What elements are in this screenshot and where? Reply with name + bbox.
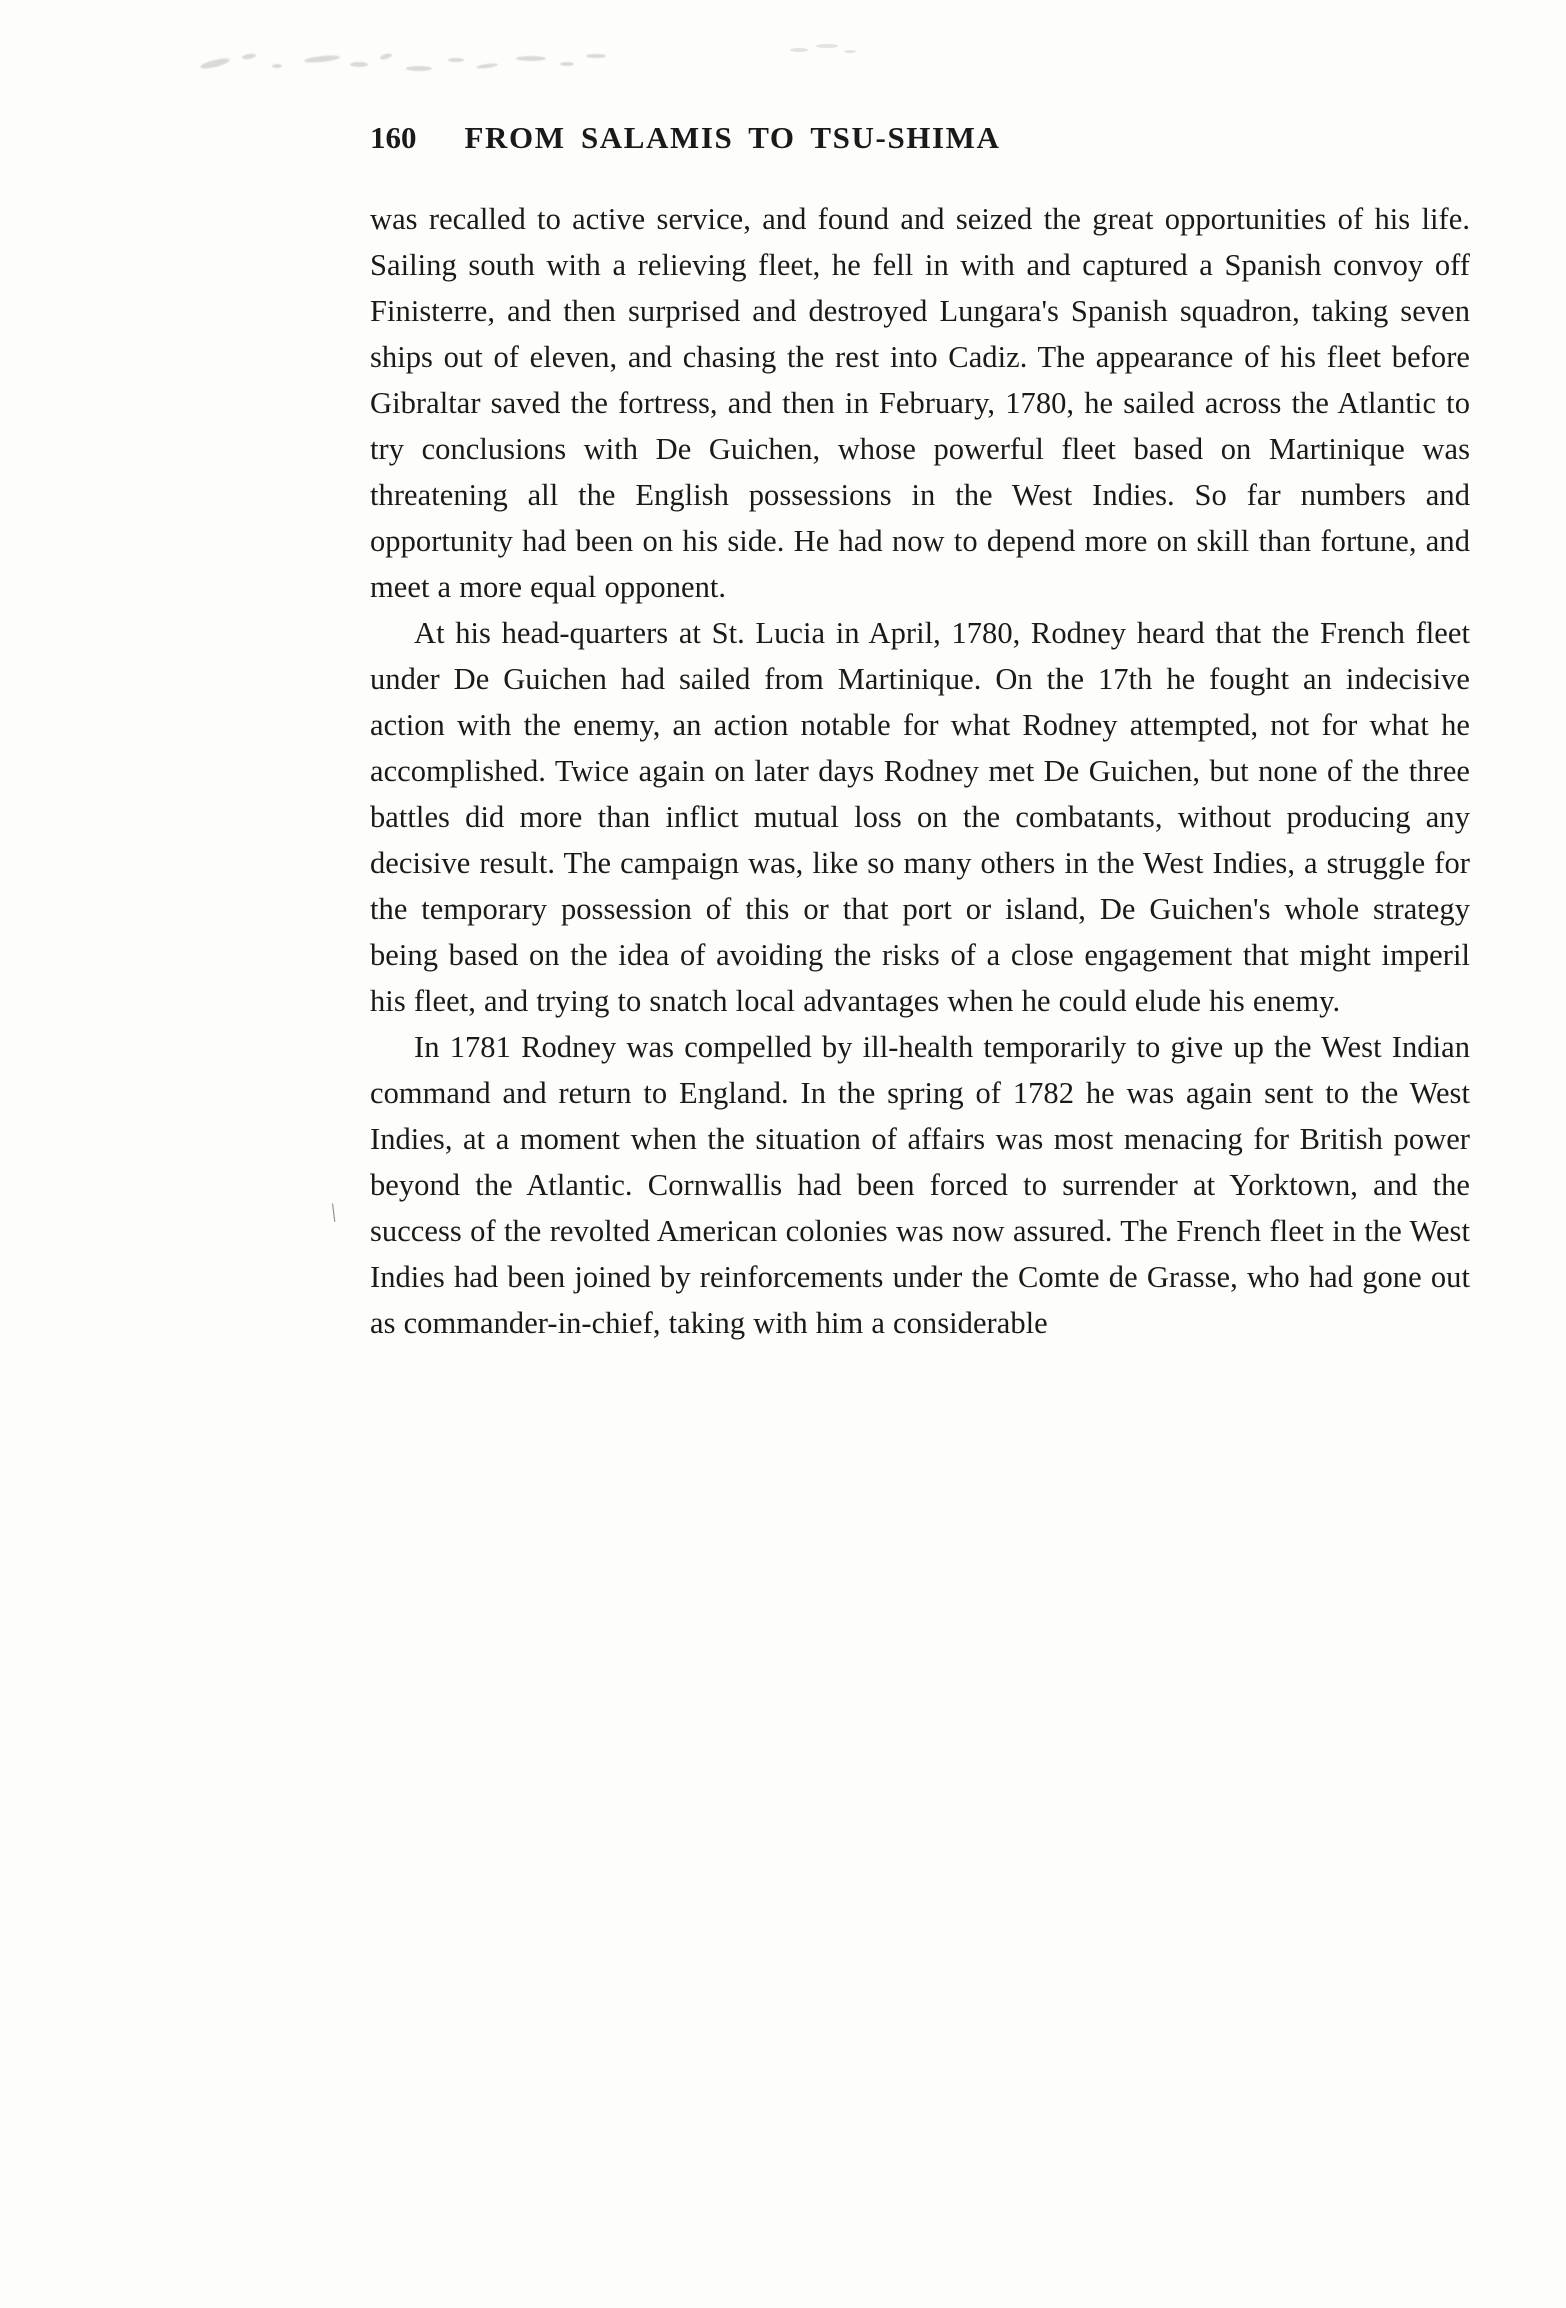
body-text	[370, 196, 1470, 1346]
page-number: 160	[370, 120, 417, 155]
page-content	[370, 120, 1470, 1346]
paragraph-st-lucia: At his head-quarters at St. Lucia in April, 1780, Rodney heard that the French fleet under De Guichen had sailed from Martinique. On the 17th he fought an indecisive action with the enemy, an action notable for what Rodney attempted, not for what he accomplished. Twice again on later days Rodney met De Guichen, but none of the three battles did more than inflict mutual loss on the combatants, without producing any decisive result. The campaign was, like so many others in the West Indies, a struggle for the temporary possession of this or that port or island, De Guichen's whole strategy being based on the idea of avoiding the risks of a close engagement that might imperil his fleet, and trying to snatch local advantages when he could elude his enemy.	[370, 616, 1470, 1018]
scan-smudge-top-left	[200, 48, 620, 82]
running-title: FROM SALAMIS TO TSU-SHIMA	[464, 120, 1001, 155]
paragraph-1781: In 1781 Rodney was compelled by ill-health temporarily to give up the West Indian command and return to England. In the spring of 1782 he was again sent to the West Indies, at a moment when the situation of affairs was most menacing for British power beyond the Atlantic. Cornwallis had been forced to surrender at Yorktown, and the success of the revolted American colonies was now assured. The French fleet in the West Indies had been joined by reinforcements under the Comte de Grasse, who had gone out as commander-in-chief, taking with him a considerable	[370, 1030, 1470, 1340]
paragraph-continued: was recalled to active service, and found and seized the great opportunities of his life. Sailing south with a relieving fleet, he fell in with and captured a Spanish convoy off Finisterre, and then surprised and destroyed Lungara's Spanish squadron, taking seven ships out of eleven, and chasing the rest into Cadiz. The appearance of his fleet before Gibraltar saved the fortress, and then in February, 1780, he sailed across the Atlantic to try conclusions with De Guichen, whose powerful fleet based on Martinique was threatening all the English possessions in the West Indies. So far numbers and opportunity had been on his side. He had now to depend more on skill than fortune, and meet a more equal opponent.	[370, 202, 1470, 604]
scan-smudge-top-center	[790, 42, 860, 58]
stray-pen-mark: \	[327, 1197, 341, 1228]
page-header	[370, 120, 1470, 156]
